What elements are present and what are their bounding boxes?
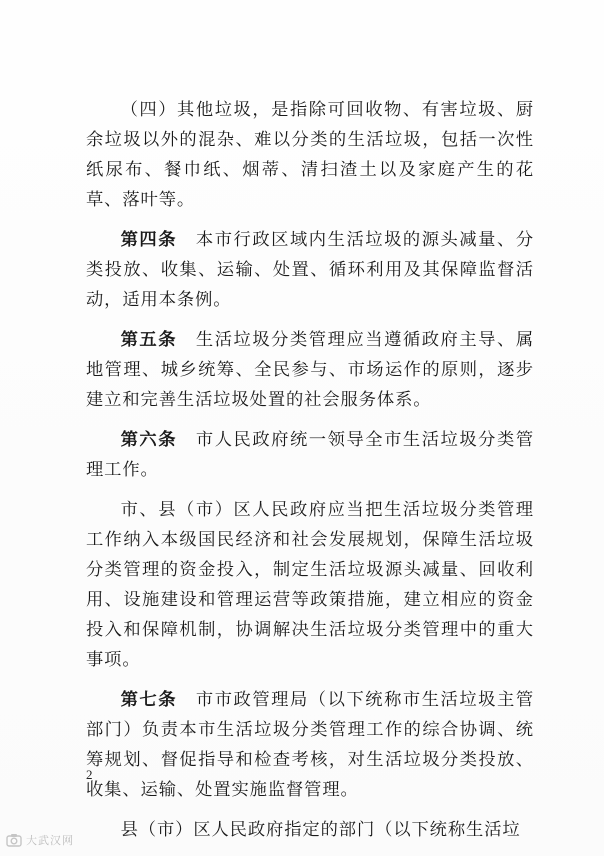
paragraph-article-7-cont [86,815,534,845]
paragraph-article-6 [86,425,534,485]
camera-logo-icon [6,833,22,847]
document-body [86,95,534,855]
paragraph-article-6-cont [86,495,534,675]
paragraph-text: 县（市）区人民政府指定的部门（以下统称生活垃 [120,820,521,840]
paragraph-text: 生活垃圾分类管理应当遵循政府主导、属地管理、城乡统筹、全民参与、市场运作的原则，逐步建立和完善生活垃圾处置的社会服务体系。 [86,330,534,410]
paragraph-article-4 [86,225,534,315]
article-heading: 第七条 [120,690,178,710]
paragraph-text: 市、县（市）区人民政府应当把生活垃圾分类管理工作纳入本级国民经济和社会发展规划，保障生活垃圾分类管理的资金投入，制定生活垃圾源头减量、回收利用、设施建设和管理运营等政策措施，建立相应的资金投入和保障机制，协调解决生活垃圾分类管理中的重大事项。 [86,500,534,670]
paragraph-text: 本市行政区域内生活垃圾的源头减量、分类投放、收集、运输、处置、循环利用及其保障监督活动，适用本条例。 [86,230,534,310]
paragraph-article-5 [86,325,534,415]
paragraph-text: 市人民政府统一领导全市生活垃圾分类管理工作。 [86,430,534,480]
watermark [6,832,74,848]
paragraph-other-waste [86,95,534,215]
article-heading: 第六条 [120,430,178,450]
article-heading: 第四条 [120,230,178,250]
paragraph-text: （四）其他垃圾，是指除可回收物、有害垃圾、厨余垃圾以外的混杂、难以分类的生活垃圾，包括一次性纸尿布、餐巾纸、烟蒂、清扫渣土以及家庭产生的花草、落叶等。 [86,100,534,210]
watermark-text: 大武汉网 [26,834,74,847]
paragraph-article-7 [86,685,534,805]
page-number: 2 [86,767,93,782]
article-heading: 第五条 [120,330,178,350]
paragraph-text: 市市政管理局（以下统称市生活垃圾主管部门）负责本市生活垃圾分类管理工作的综合协调、统筹规划、督促指导和检查考核，对生活垃圾分类投放、收集、运输、处置实施监督管理。 [86,690,534,800]
